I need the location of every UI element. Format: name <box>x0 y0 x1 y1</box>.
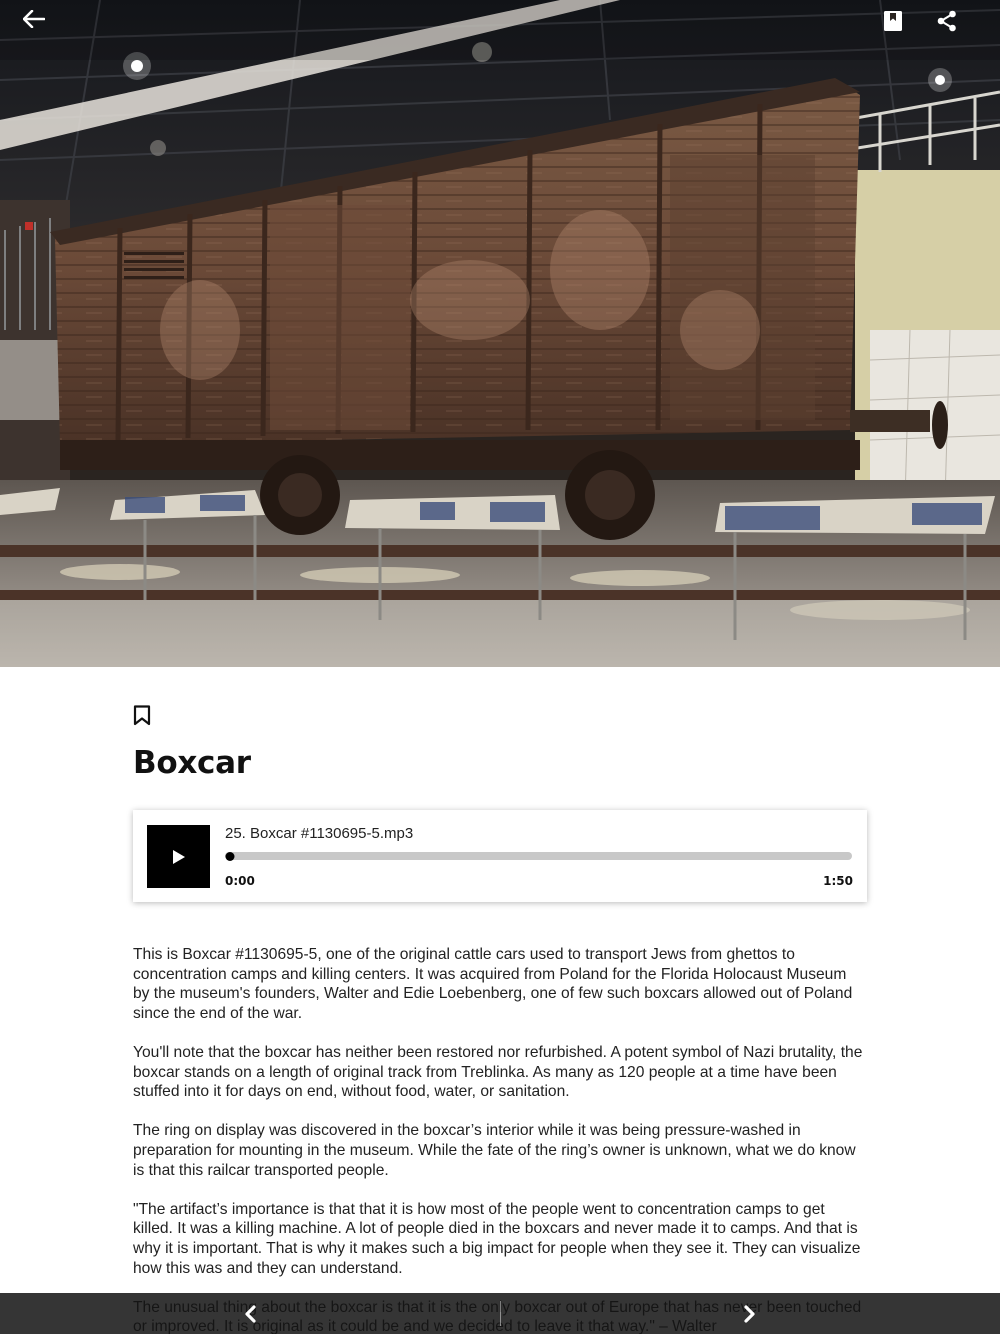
track-name: 25. Boxcar #1130695-5.mp3 <box>225 825 414 842</box>
share-button[interactable] <box>937 10 977 50</box>
bottom-navigation-bar <box>0 1293 1000 1334</box>
next-exhibit-button[interactable] <box>720 1293 780 1334</box>
bookmark-button[interactable] <box>133 705 155 729</box>
bookmark-outline-icon <box>133 705 151 726</box>
description-paragraph: You'll note that the boxcar has neither been restored nor refurbished. A potent symbol of Nazi brutality, the boxcar stands on a length of original track from Treblinka. As many as 120 people at a time have been stuffed into it for days on end, without food, water, or sanitation. <box>133 1043 863 1101</box>
previous-exhibit-button[interactable] <box>220 1293 280 1334</box>
current-time: 0:00 <box>225 874 255 888</box>
share-icon <box>937 10 957 32</box>
exhibit-description <box>133 945 867 1334</box>
bookmark-header-button[interactable] <box>883 10 923 50</box>
play-icon <box>172 849 186 865</box>
description-paragraph: This is Boxcar #1130695-5, one of the original cattle cars used to transport Jews from ghettos to concentration camps and killing centers. It was acquired from Poland for the Florida Holocaust Museum by the museum's founders, Walter and Edie Loebenberg, one of few such boxcars allowed out of Poland since the end of the war. <box>133 946 853 1022</box>
description-paragraph: "The artifact’s importance is that that it is how most of the people went to concentration camps to get killed. It was a killing machine. A lot of people died in the boxcars and never made it to camps. And that is why it is important. That is why it makes such a big impact for people when they see it. They can visualize how this was and they can understand. <box>133 1200 861 1277</box>
page-title: Boxcar <box>133 745 251 781</box>
audio-player <box>133 810 867 902</box>
chevron-right-icon <box>744 1305 756 1323</box>
audio-progress-slider[interactable] <box>225 852 852 860</box>
total-duration: 1:50 <box>823 874 853 888</box>
play-button[interactable] <box>147 825 210 888</box>
arrow-left-icon <box>23 10 45 28</box>
bar-divider <box>500 1301 501 1326</box>
description-paragraph: The ring on display was discovered in the boxcar’s interior while it was being pressure-washed in preparation for mounting in the museum. While the fate of the ring’s owner is unknown, what we do know is that this railcar transported people. <box>133 1122 856 1179</box>
back-button[interactable] <box>23 10 63 50</box>
audio-progress-knob[interactable] <box>225 852 234 861</box>
chevron-left-icon <box>244 1305 256 1323</box>
bookmark-filled-icon <box>883 10 903 32</box>
